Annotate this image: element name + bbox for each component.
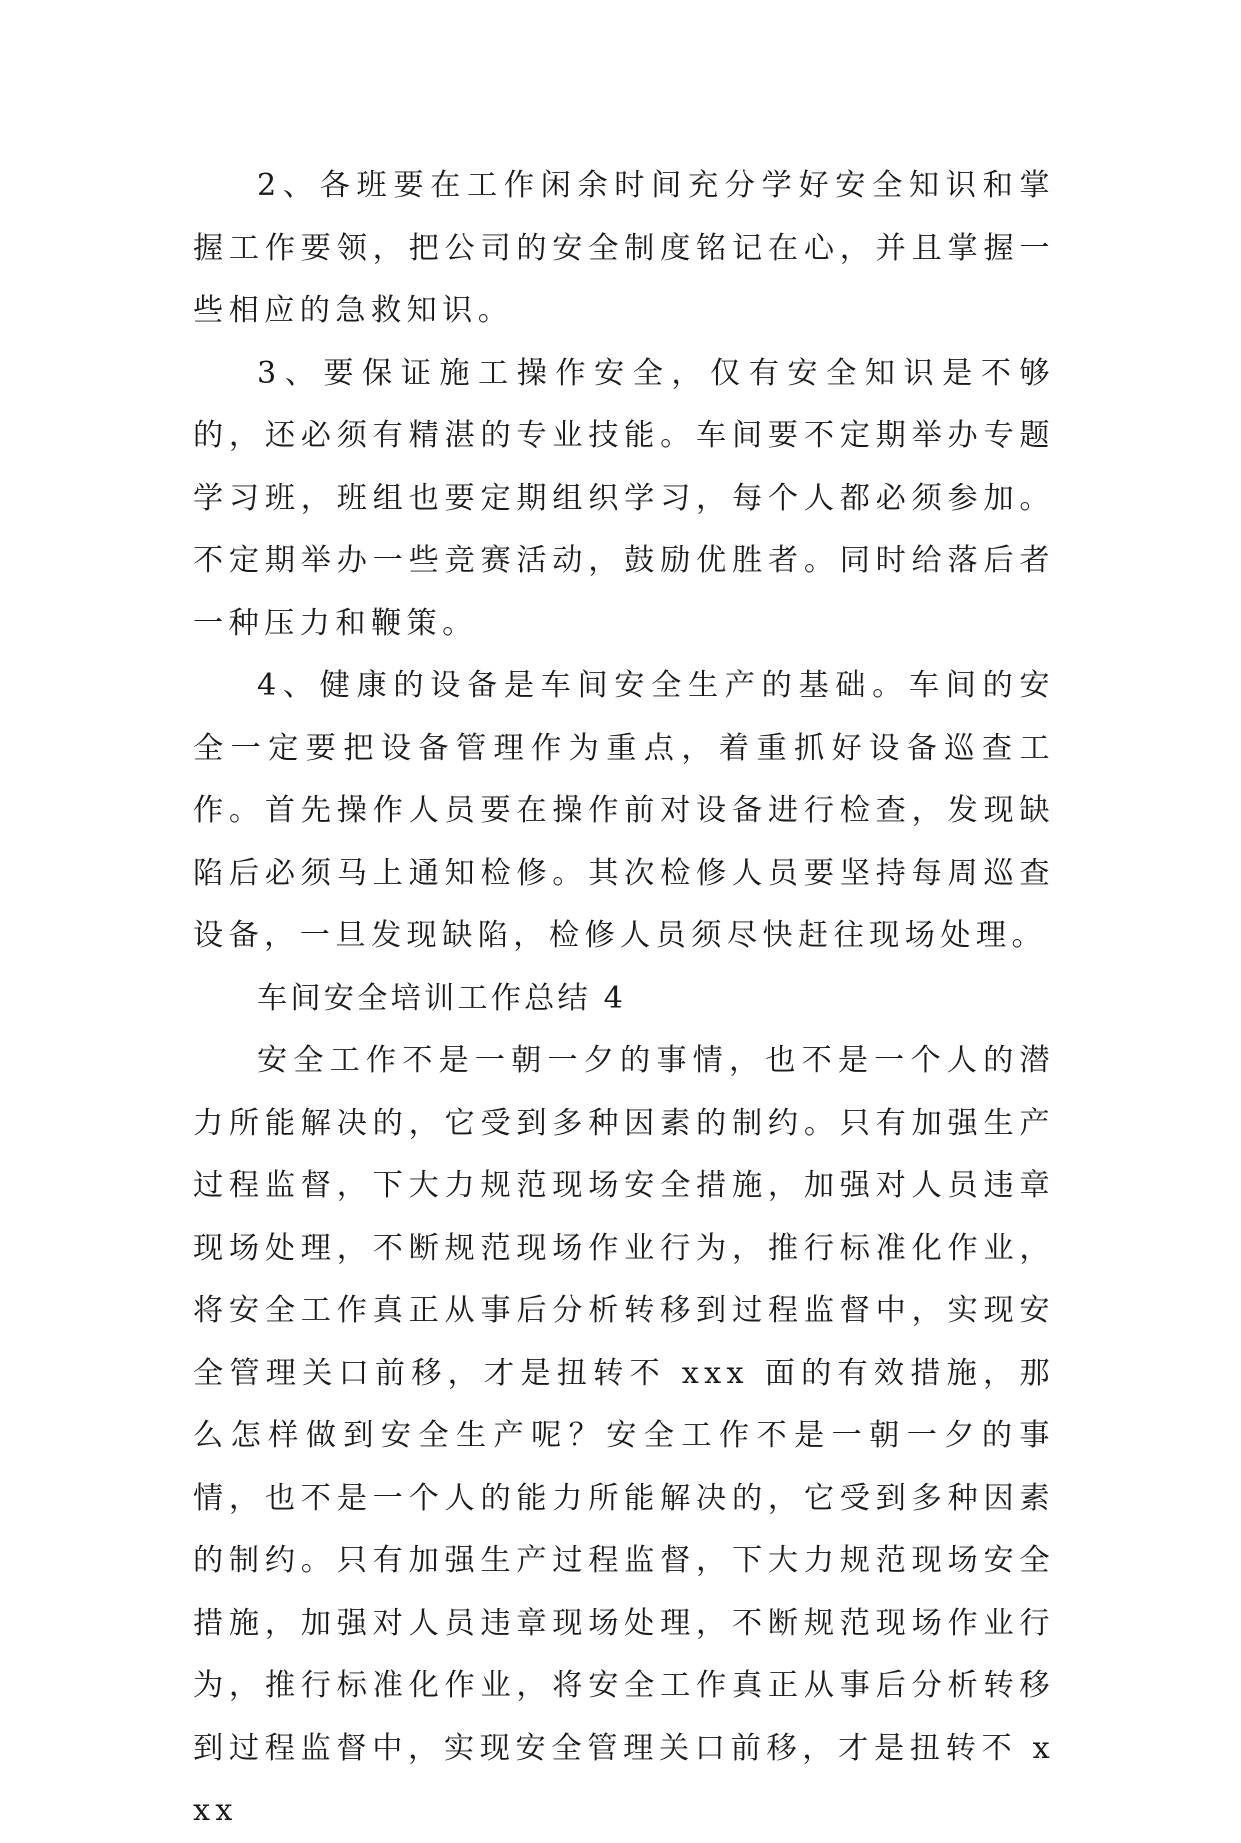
section-heading: 车间安全培训工作总结 4 <box>257 980 627 1016</box>
paragraph-item-3: 3、要保证施工操作安全，仅有安全知识是不够的，还必须有精湛的专业技能。车间要不定期举办专题学习班，班组也要定期组织学习，每个人都必须参加。不定期举办一些竞赛活动，鼓励优胜者。同时给落后者一种压力和鞭策。 <box>193 355 1055 641</box>
document-body <box>193 155 1055 1843</box>
body-paragraph: 安全工作不是一朝一夕的事情，也不是一个人的潜力所能解决的，它受到多种因素的制约。只有加强生产过程监督，下大力规范现场安全措施，加强对人员违章现场处理，不断规范现场作业行为，推行标准化作业，将安全工作真正从事后分析转移到过程监督中，实现安全管理关口前移，才是扭转不 xxx 面的有效措施，那么怎样做到安全生产呢？安全工作不是一朝一夕的事情，也不是一个人的能力所能解决的，它受到多种因素的制约。只有加强生产过程监督，下大力规范现场安全措施，加强对人员违章现场处理，不断规范现场作业行为，推行标准化作业，将安全工作真正从事后分析转移到过程监督中，实现安全管理关口前移，才是扭转不 xxx <box>193 1043 1055 1828</box>
paragraph-item-4: 4、健康的设备是车间安全生产的基础。车间的安全一定要把设备管理作为重点，着重抓好设备巡查工作。首先操作人员要在操作前对设备进行检查，发现缺陷后必须马上通知检修。其次检修人员要坚持每周巡查设备，一旦发现缺陷，检修人员须尽快赶往现场处理。 <box>193 668 1055 953</box>
paragraph-item-2: 2、各班要在工作闲余时间充分学好安全知识和掌握工作要领，把公司的安全制度铭记在心，并且掌握一些相应的急救知识。 <box>193 168 1055 328</box>
